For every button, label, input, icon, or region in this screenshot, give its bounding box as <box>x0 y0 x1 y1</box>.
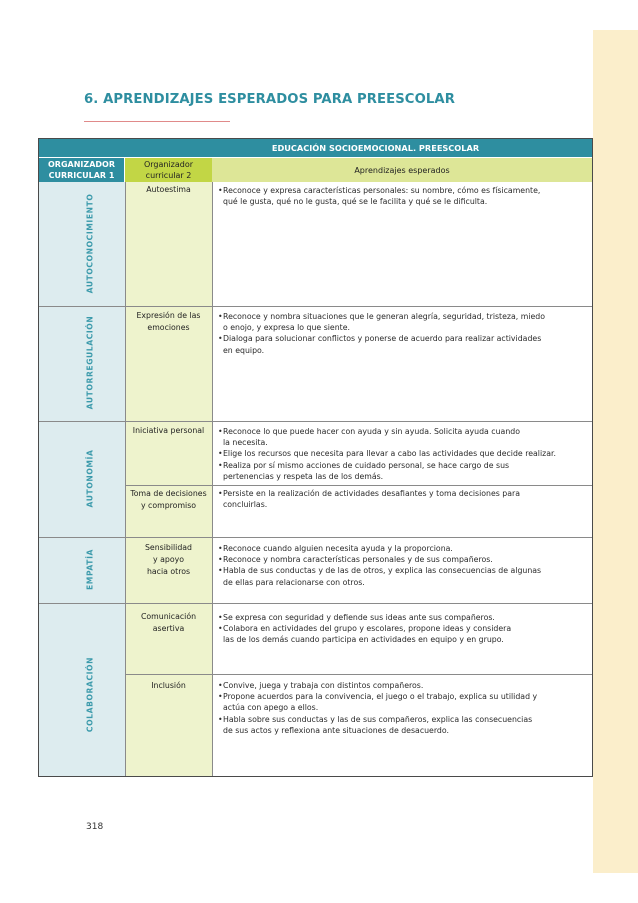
org2-cell-toma-decisiones: Toma de decisiones y compromiso <box>130 489 207 510</box>
group-separator <box>39 537 592 538</box>
list-item: •Dialoga para solucionar conflictos y ponerse de acuerdo para realizar actividades en equipo. <box>218 334 542 355</box>
list-item: •Reconoce y nombra situaciones que le generan alegría, seguridad, tristeza, miedo o enojo, y expresa lo que siente. <box>218 312 546 333</box>
list-item: •Habla de sus conductas y de las de otros, y explica las consecuencias de algunas de ellas para relacionarse con otros. <box>218 566 542 587</box>
list-item: •Reconoce y expresa características personales: su nombre, cómo es físicamente, qué le gusta, qué no le gusta, qué se le facilita y qué se le dificulta. <box>218 186 541 207</box>
ae-cell-iniciativa <box>215 426 585 482</box>
group-label-autoconocimiento: AUTOCONOCIMIENTO <box>85 193 95 294</box>
col2-header: Organizador curricular 2 <box>125 157 212 182</box>
list-item: •Realiza por sí mismo acciones de cuidado personal, se hace cargo de sus pertenencias y respeta las de los demás. <box>218 460 510 481</box>
org2-cell-iniciativa: Iniciativa personal <box>132 426 205 435</box>
col3-header: Aprendizajes esperados <box>212 157 592 182</box>
group-label-autorregulacion: AUTORREGULACIÓN <box>85 315 95 410</box>
row-separator <box>125 485 592 486</box>
list-item: •Convive, juega y trabaja con distintos compañeros. <box>218 681 424 690</box>
group-label-empatia: EMPATÍA <box>85 549 95 590</box>
list-item: •Elige los recursos que necesita para llevar a cabo las actividades que decide realizar. <box>218 449 556 459</box>
page-title: 6. APRENDIZAJES ESPERADOS PARA PREESCOLAR <box>84 92 455 107</box>
group-separator <box>39 421 592 422</box>
list-item: •Habla sobre sus conductas y las de sus compañeros, explica las consecuencias de sus actos y reflexiona ante situaciones de desacuerdo. <box>218 714 533 735</box>
org2-cell-inclusion: Inclusión <box>151 681 186 690</box>
ae-cell-expresion <box>215 311 585 356</box>
list-item: •Colabora en actividades del grupo y escolares, propone ideas y considera las de los demás cuando participa en actividades en equipo y en grupo. <box>218 624 512 645</box>
org2-cell-comunicacion: Comunicación asertiva <box>140 612 197 633</box>
ae-cell-inclusion <box>215 680 585 736</box>
page-number: 318 <box>86 822 104 832</box>
org2-cell-expresion: Expresión de las emociones <box>136 311 201 332</box>
org2-cell-autoestima: Autoestima <box>146 185 191 194</box>
group-label-colaboracion: COLABORACIÓN <box>85 656 95 733</box>
list-item: •Se expresa con seguridad y defiende sus ideas ante sus compañeros. <box>218 613 495 622</box>
ae-cell-sensibilidad <box>215 543 585 588</box>
ae-cell-autoestima <box>215 185 585 207</box>
col1-header: ORGANIZADOR CURRICULAR 1 <box>39 157 125 182</box>
list-item: •Propone acuerdos para la convivencia, el juego o el trabajo, explica su utilidad y actúa con apego a ellos. <box>218 692 538 713</box>
group-label-autonomia: AUTONOMÍA <box>85 449 95 508</box>
col1-body <box>39 182 125 776</box>
list-item: •Reconoce lo que puede hacer con ayuda y sin ayuda. Solicita ayuda cuando la necesita. <box>218 427 520 448</box>
list-item: •Reconoce cuando alguien necesita ayuda y la proporciona. <box>218 544 453 553</box>
side-color-strip <box>593 30 638 873</box>
list-item: •Persiste en la realización de actividades desafiantes y toma decisiones para concluirlas. <box>218 489 521 510</box>
ae-cell-toma-decisiones <box>215 488 585 510</box>
col-divider <box>212 182 213 776</box>
org2-cell-sensibilidad: Sensibilidad y apoyo hacia otros <box>144 543 193 576</box>
ae-cell-comunicacion <box>215 612 585 646</box>
row-separator <box>125 674 592 675</box>
title-underline <box>84 121 230 122</box>
list-item: •Reconoce y nombra características personales y de sus compañeros. <box>218 555 493 565</box>
table-header: EDUCACIÓN SOCIOEMOCIONAL. PREESCOLAR <box>39 139 592 157</box>
group-separator <box>39 603 592 604</box>
group-separator <box>39 306 592 307</box>
